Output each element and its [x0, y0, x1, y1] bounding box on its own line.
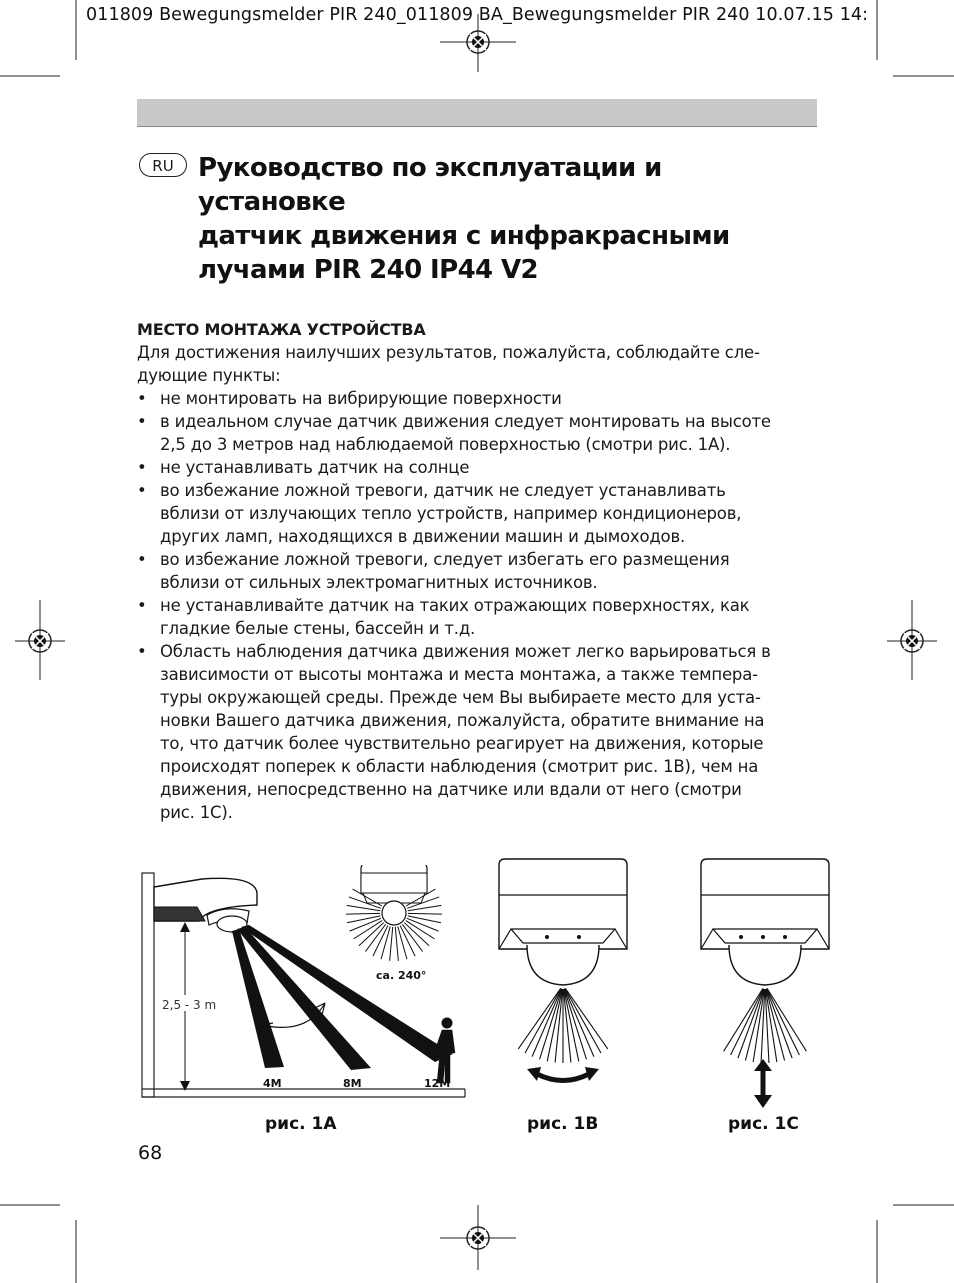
bullet-item — [137, 387, 827, 410]
beam-line — [408, 913, 442, 914]
beam-line — [395, 927, 398, 961]
beam-line — [390, 927, 393, 961]
bullet-line: не устанавливать датчик на солнце — [160, 458, 470, 477]
angle-label: ca. 240° — [376, 969, 427, 982]
sideways-arrow — [527, 1067, 599, 1081]
bullet-dot: • — [137, 642, 147, 661]
bullet-dot: • — [137, 550, 147, 569]
bullet-line: то, что датчик более чувствительно реагирует на движения, которые — [160, 734, 764, 753]
bullet-item — [137, 479, 827, 548]
bullet-dot: • — [137, 458, 147, 477]
vertical-arrow — [754, 1059, 772, 1108]
distance-label: 8M — [343, 1077, 362, 1090]
bullet-line: рис. 1C). — [160, 803, 233, 822]
bullet-line: не монтировать на вибрирующие поверхности — [160, 389, 562, 408]
bullet-item — [137, 410, 827, 456]
figure-1a-caption: рис. 1A — [265, 1114, 337, 1134]
crop-header-text: 011809 Bewegungsmelder PIR 240_011809 BA_Bewegungsmelder PIR 240 10.07.15 14: — [86, 5, 869, 25]
bullet-line: во избежание ложной тревоги, следует избегать его размещения — [160, 550, 730, 569]
figure-1b-caption: рис. 1B — [527, 1114, 599, 1134]
figure-1a-diagram — [137, 865, 472, 1105]
bullet-line: вблизи от сильных электромагнитных источников. — [160, 573, 598, 592]
beam-line — [766, 989, 792, 1058]
page-title — [198, 151, 838, 287]
sensor-housing — [701, 859, 829, 949]
bullet-line: Область наблюдения датчика движения может легко варьироваться в — [160, 642, 771, 661]
sensor-top-view — [346, 865, 442, 961]
bullet-dot: • — [137, 481, 147, 500]
intro-paragraph — [137, 341, 827, 387]
sensor-lens — [729, 945, 801, 985]
beam-line — [381, 926, 390, 959]
bullet-item — [137, 594, 827, 640]
beam-line — [398, 926, 407, 959]
language-badge: RU — [139, 153, 187, 177]
content-body — [137, 318, 827, 824]
sensor-lens — [527, 945, 599, 985]
intro-line: дующие пункты: — [137, 366, 281, 385]
page-number: 68 — [138, 1142, 163, 1164]
bullet-line: других ламп, находящихся в движении машин и дымоходов. — [160, 527, 686, 546]
sensor-housing — [154, 878, 257, 932]
height-label: 2,5 - 3 m — [162, 998, 217, 1012]
sensor-housing — [499, 859, 627, 949]
section-heading: МЕСТО МОНТАЖА УСТРОЙСТВА — [137, 320, 426, 339]
detection-beams — [724, 988, 807, 1063]
title-line: Руководство по эксплуатации и — [198, 153, 662, 183]
beam-line — [365, 924, 385, 951]
bullet-line: во избежание ложной тревоги, датчик не следует устанавливать — [160, 481, 726, 500]
beam-line — [724, 988, 763, 1051]
bullet-line: гладкие белые стены, бассейн и т.д. — [160, 619, 476, 638]
header-gray-bar — [137, 99, 817, 127]
bullet-line: движения, непосредственно на датчике или вдали от него (смотри — [160, 780, 742, 799]
bullet-line: в идеальном случае датчик движения следует монтировать на высоте — [160, 412, 771, 431]
distance-label: 12M — [424, 1077, 451, 1090]
bullet-item — [137, 456, 827, 479]
wall — [142, 873, 154, 1097]
distance-label: 4M — [263, 1077, 282, 1090]
beam-line — [408, 916, 441, 923]
beam-line — [767, 988, 806, 1051]
bullet-line: вблизи от излучающих тепло устройств, например кондиционеров, — [160, 504, 742, 523]
beam-line — [731, 989, 764, 1055]
bullet-line: происходят поперек к области наблюдения (смотрит рис. 1B), чем на — [160, 757, 759, 776]
beam-line — [767, 989, 800, 1055]
bullet-item — [137, 640, 827, 824]
beam-line — [347, 916, 380, 923]
figure-1c-caption: рис. 1C — [728, 1114, 799, 1134]
detection-beams — [518, 988, 607, 1063]
title-line: датчик движения с инфракрасными — [198, 221, 730, 251]
bullet-list — [137, 387, 827, 824]
bullet-dot: • — [137, 596, 147, 615]
intro-line: Для достижения наилучших результатов, пожалуйста, соблюдайте сле- — [137, 343, 760, 362]
figure-1b-diagram — [497, 857, 629, 1109]
beam-line — [346, 913, 380, 914]
bullet-line: новки Вашего датчика движения, пожалуйста, обратите внимание на — [160, 711, 765, 730]
bullet-line: не устанавливайте датчик на таких отражающих поверхностях, как — [160, 596, 750, 615]
beam-line — [402, 924, 422, 951]
title-line: лучами PIR 240 IP44 V2 — [198, 255, 539, 285]
beam-line — [738, 989, 764, 1058]
bullet-dot: • — [137, 389, 147, 408]
figure-1c-diagram — [699, 857, 831, 1109]
bullet-line: туры окружающей среды. Прежде чем Вы выбираете место для уста- — [160, 688, 761, 707]
bullet-line: 2,5 до 3 метров над наблюдаемой поверхностью (смотри рис. 1A). — [160, 435, 731, 454]
title-line: установке — [198, 187, 346, 217]
bullet-line: зависимости от высоты монтажа и места монтажа, а также темпера- — [160, 665, 758, 684]
bullet-dot: • — [137, 412, 147, 431]
person-figure — [433, 1018, 455, 1083]
bullet-item — [137, 548, 827, 594]
